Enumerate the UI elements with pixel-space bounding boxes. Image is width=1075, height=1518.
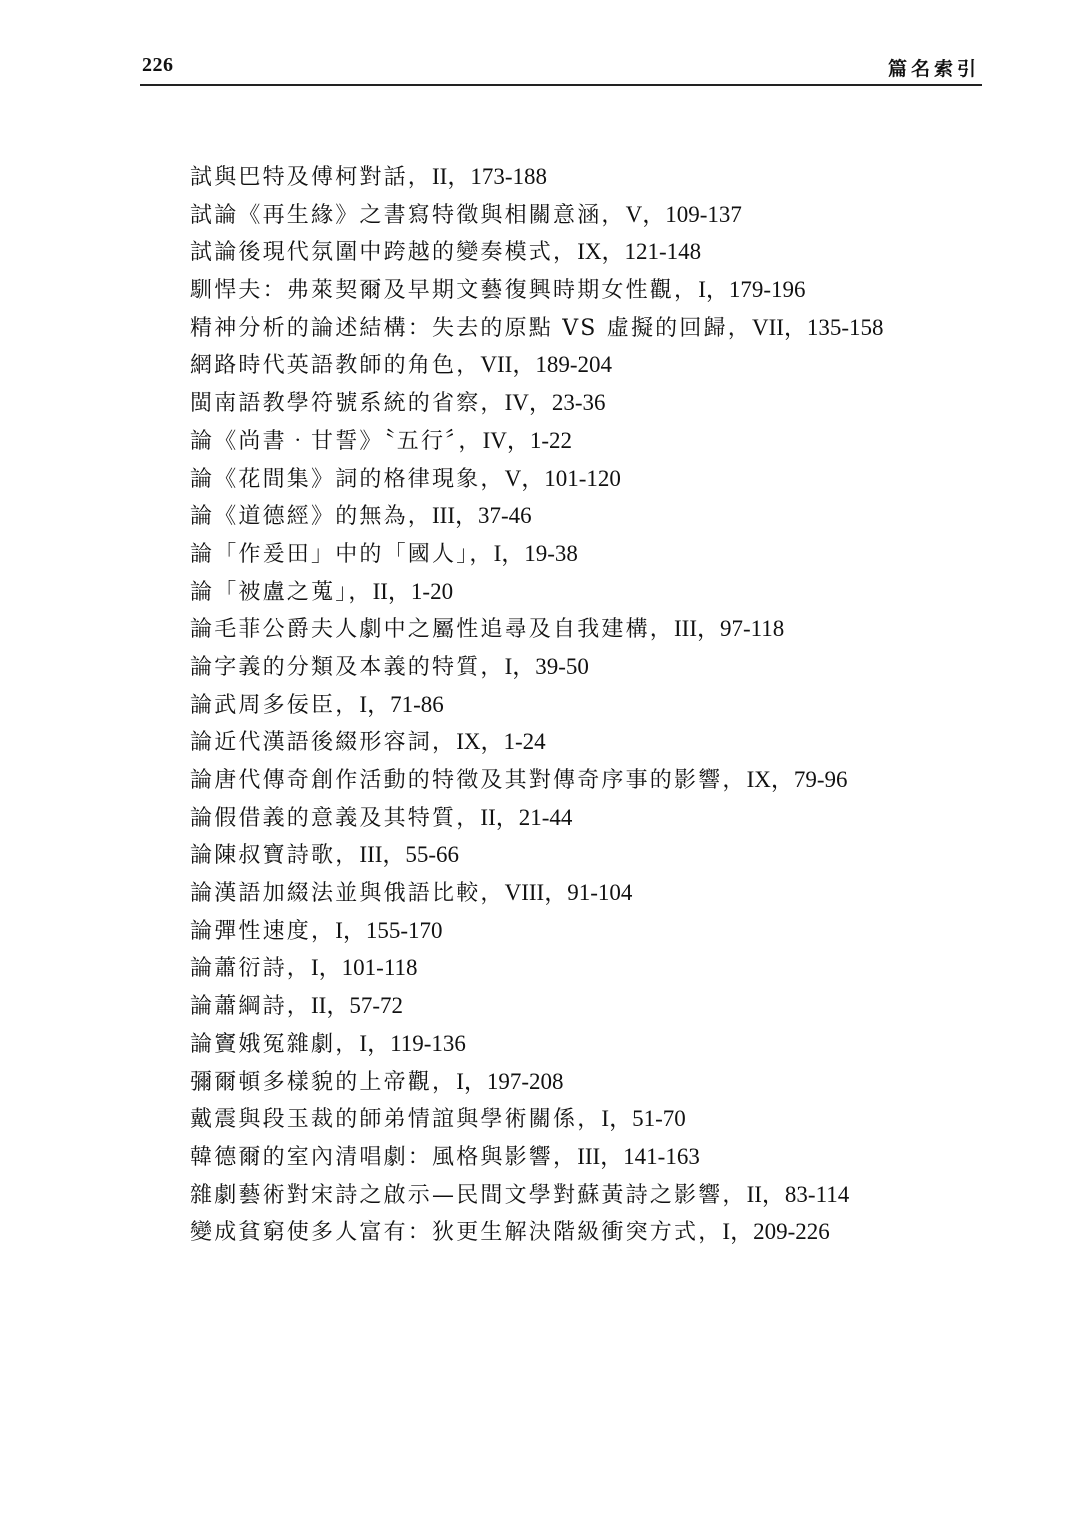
entry-title: 論「被盧之蒐」， [190, 579, 373, 605]
entry-volume-pages: II，1-20 [372, 578, 454, 604]
entry-title: 變成貧窮使多人富有：狄更生解決階級衝突方式， [190, 1220, 723, 1246]
entry-title: 試與巴特及傅柯對話， [190, 165, 433, 190]
entry-volume-pages: VII，189-204 [480, 352, 612, 378]
entry-volume-pages: III，97-118 [674, 616, 785, 642]
entry-title: 網路時代英語教師的角色， [190, 353, 481, 379]
index-entry [190, 723, 970, 761]
entry-title: 論《花間集》詞的格律現象， [190, 466, 505, 492]
index-entry [190, 309, 970, 347]
entry-title: 論毛菲公爵夫人劇中之屬性追尋及自我建構， [190, 617, 675, 643]
entry-title: 馴悍夫：弗萊契爾及早期文藝復興時期女性觀， [190, 278, 699, 304]
entry-volume-pages: IV，1-22 [482, 427, 573, 453]
index-entry [190, 799, 970, 837]
entry-title: 精神分析的論述結構：失去的原點 VS 虛擬的回歸， [190, 315, 752, 341]
index-entry [190, 1025, 970, 1063]
entry-title: 論蕭綱詩， [190, 994, 312, 1020]
entry-title: 論字義的分類及本義的特質， [190, 654, 505, 680]
entry-volume-pages: III，141-163 [577, 1143, 700, 1169]
entry-title: 彌爾頓多樣貌的上帝觀， [190, 1069, 457, 1095]
entry-title: 論「作爰田」中的「國人」， [190, 541, 494, 567]
entry-volume-pages: II，57-72 [311, 993, 403, 1019]
index-entry [190, 196, 970, 234]
index-entry [190, 1100, 970, 1138]
entry-volume-pages: I，155-170 [335, 917, 443, 943]
index-entry [190, 460, 970, 498]
entry-title: 論近代漢語後綴形容詞， [190, 730, 457, 756]
page-number: 226 [142, 54, 174, 76]
entry-volume-pages: IV，23-36 [504, 390, 606, 416]
entry-title: 論蕭衍詩， [190, 956, 312, 982]
index-entry [190, 874, 970, 912]
index-entry [190, 1138, 970, 1176]
index-entry [190, 346, 970, 384]
index-entry [190, 233, 970, 271]
entry-volume-pages: II，83-114 [746, 1181, 850, 1207]
entry-volume-pages: I，51-70 [601, 1106, 686, 1132]
entry-title: 論武周多佞臣， [190, 692, 360, 718]
index-entry [190, 1213, 970, 1251]
running-title: 篇名索引 [887, 58, 980, 80]
index-entry [190, 836, 970, 874]
entry-title: 韓德爾的室內清唱劇：風格與影響， [190, 1144, 578, 1170]
entry-title: 戴震與段玉裁的師弟情誼與學術關係， [190, 1107, 602, 1133]
entry-volume-pages: I，101-118 [311, 955, 418, 981]
entry-title: 論漢語加綴法並與俄語比較， [190, 881, 505, 907]
entry-volume-pages: V，109-137 [625, 201, 742, 227]
entry-volume-pages: I，179-196 [698, 277, 806, 303]
index-entry [190, 686, 970, 724]
entry-volume-pages: II，21-44 [480, 804, 573, 830]
index-entry [190, 610, 970, 648]
index-entry [190, 1063, 970, 1101]
entry-volume-pages: I，119-136 [359, 1030, 466, 1056]
entry-volume-pages: IX，79-96 [746, 767, 848, 792]
entry-volume-pages: I，197-208 [456, 1068, 564, 1094]
index-entry [190, 761, 970, 799]
entry-title: 論假借義的意義及其特質， [190, 805, 481, 831]
entry-volume-pages: V，101-120 [504, 465, 621, 491]
index-entry [190, 1176, 970, 1214]
entry-title: 試論《再生緣》之書寫特徵與相關意涵， [190, 202, 626, 228]
page-header [140, 52, 982, 86]
entry-title: 雜劇藝術對宋詩之啟示—民間文學對蘇黃詩之影響， [190, 1182, 747, 1208]
entry-volume-pages: II，173-188 [432, 164, 547, 189]
index-entry [190, 497, 970, 535]
index-entry [190, 422, 970, 460]
entry-title: 論陳叔寶詩歌， [190, 843, 360, 869]
title-index-list [190, 158, 970, 1251]
entry-volume-pages: I，209-226 [722, 1219, 830, 1245]
entry-title: 試論後現代氛圍中跨越的變奏模式， [190, 240, 578, 266]
index-entry [190, 271, 970, 309]
entry-volume-pages: IX，121-148 [577, 239, 702, 265]
index-entry [190, 648, 970, 686]
entry-title: 論《道德經》的無為， [190, 504, 433, 530]
index-entry [190, 987, 970, 1025]
index-entry [190, 384, 970, 422]
entry-title: 論《尚書‧甘誓》〝五行〞， [190, 428, 483, 454]
index-entry [190, 949, 970, 987]
index-entry [190, 535, 970, 573]
entry-volume-pages: I，71-86 [359, 691, 444, 717]
entry-title: 閩南語教學符號系統的省察， [190, 391, 505, 417]
entry-volume-pages: III，37-46 [432, 503, 532, 529]
entry-volume-pages: I，39-50 [504, 653, 589, 679]
entry-volume-pages: VII，135-158 [751, 314, 884, 340]
entry-title: 論彈性速度， [190, 918, 336, 944]
entry-title: 論竇娥冤雜劇， [190, 1031, 360, 1057]
index-entry [190, 912, 970, 950]
entry-title: 論唐代傳奇創作活動的特徵及其對傳奇序事的影響， [190, 768, 747, 793]
index-entry [190, 573, 970, 611]
entry-volume-pages: VIII，91-104 [504, 880, 633, 906]
entry-volume-pages: III，55-66 [359, 842, 460, 868]
entry-volume-pages: IX，1-24 [456, 729, 546, 755]
entry-volume-pages: I，19-38 [493, 540, 578, 566]
index-entry [190, 158, 970, 196]
